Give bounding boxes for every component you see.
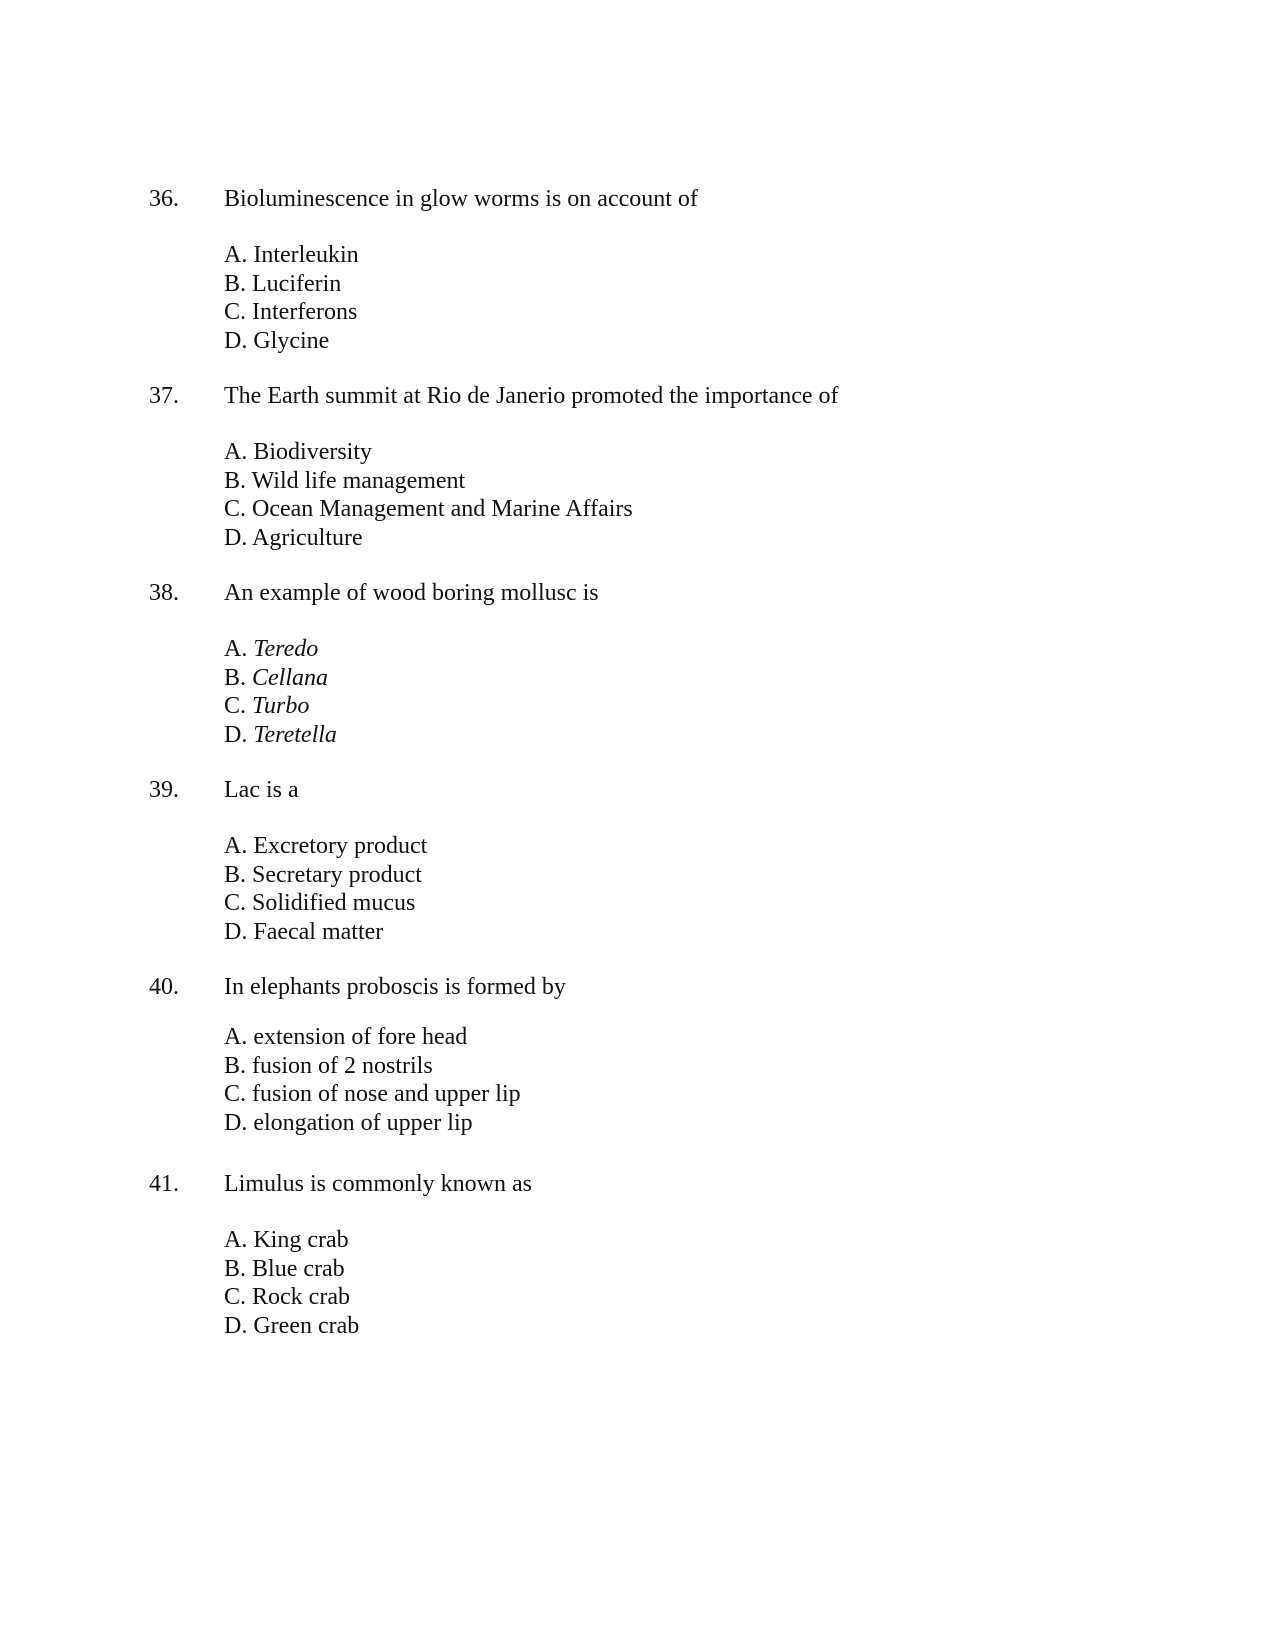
option-text: extension of fore head [253, 1024, 468, 1050]
option-text: Wild life management [251, 467, 466, 494]
option-b [224, 861, 427, 890]
option-letter: C. [224, 496, 247, 523]
question-text: An example of wood boring mollusc is [224, 580, 599, 606]
question-text: In elephants proboscis is formed by [224, 974, 566, 1000]
option-d [224, 1312, 359, 1341]
option-text: Biodiversity [253, 439, 373, 465]
option-text: Blue crab [252, 1255, 345, 1282]
option-letter: B. [224, 270, 247, 297]
option-c [224, 298, 359, 327]
option-b [224, 1052, 521, 1081]
option-letter: C. [224, 693, 247, 720]
option-letter: D. [224, 919, 248, 946]
option-d [224, 327, 359, 356]
option-a [224, 832, 427, 861]
option-text: Interferons [252, 299, 358, 326]
option-c [224, 1283, 359, 1312]
option-d [224, 524, 633, 553]
option-list [224, 1226, 359, 1341]
option-b [224, 1255, 359, 1284]
option-text: Excretory product [253, 833, 428, 859]
option-c [224, 495, 633, 524]
question-text: The Earth summit at Rio de Janerio promoted the importance of [224, 383, 839, 409]
option-a [224, 241, 359, 270]
option-letter: B. [224, 467, 247, 494]
option-text: Interleukin [253, 242, 359, 268]
question-number: 37. [149, 383, 179, 409]
option-letter: A. [224, 636, 248, 662]
option-text: Agriculture [252, 525, 363, 552]
option-b [224, 467, 633, 496]
option-a [224, 1023, 521, 1052]
option-a [224, 1226, 359, 1255]
option-letter: A. [224, 1227, 248, 1253]
option-letter: C. [224, 299, 247, 326]
option-list [224, 635, 337, 750]
option-text: fusion of 2 nostrils [252, 1052, 433, 1079]
option-letter: B. [224, 1052, 247, 1079]
option-text: Solidified mucus [252, 890, 416, 917]
option-c [224, 889, 427, 918]
question-number: 41. [149, 1171, 179, 1197]
option-c [224, 1080, 521, 1109]
option-text: King crab [253, 1227, 349, 1253]
option-letter: A. [224, 1024, 248, 1050]
option-b [224, 270, 359, 299]
question-number: 38. [149, 580, 179, 606]
option-letter: D. [224, 525, 248, 552]
option-letter: D. [224, 328, 248, 355]
option-d [224, 918, 427, 947]
option-letter: C. [224, 1081, 247, 1108]
option-d [224, 1109, 521, 1138]
option-d [224, 721, 337, 750]
option-a [224, 635, 337, 664]
option-text: Turbo [252, 693, 310, 720]
option-letter: D. [224, 1313, 248, 1340]
option-text: Glycine [253, 328, 330, 355]
option-letter: C. [224, 890, 247, 917]
option-list [224, 1023, 521, 1138]
option-letter: B. [224, 1255, 247, 1282]
question-text: Bioluminescence in glow worms is on account of [224, 186, 698, 212]
option-text: Faecal matter [253, 919, 384, 946]
option-letter: D. [224, 1110, 248, 1137]
option-list [224, 241, 359, 356]
option-text: Cellana [252, 664, 329, 691]
question-text: Lac is a [224, 777, 299, 803]
question-number: 39. [149, 777, 179, 803]
option-letter: A. [224, 833, 248, 859]
option-text: Teredo [253, 636, 319, 662]
option-letter: A. [224, 242, 248, 268]
question-number: 36. [149, 186, 179, 212]
option-letter: A. [224, 439, 248, 465]
question-number: 40. [149, 974, 179, 1000]
option-letter: B. [224, 861, 247, 888]
option-letter: B. [224, 664, 247, 691]
option-text: Secretary product [252, 861, 422, 888]
option-text: elongation of upper lip [253, 1110, 473, 1137]
option-b [224, 664, 337, 693]
option-list [224, 832, 427, 947]
option-text: Ocean Management and Marine Affairs [252, 496, 633, 523]
option-text: Rock crab [252, 1284, 350, 1311]
option-list [224, 438, 633, 553]
option-a [224, 438, 633, 467]
option-text: Teretella [253, 722, 337, 749]
option-text: Luciferin [252, 270, 342, 297]
option-text: fusion of nose and upper lip [252, 1081, 521, 1108]
option-c [224, 692, 337, 721]
option-letter: C. [224, 1284, 247, 1311]
option-text: Green crab [253, 1313, 360, 1340]
question-text: Limulus is commonly known as [224, 1171, 532, 1197]
option-letter: D. [224, 722, 248, 749]
